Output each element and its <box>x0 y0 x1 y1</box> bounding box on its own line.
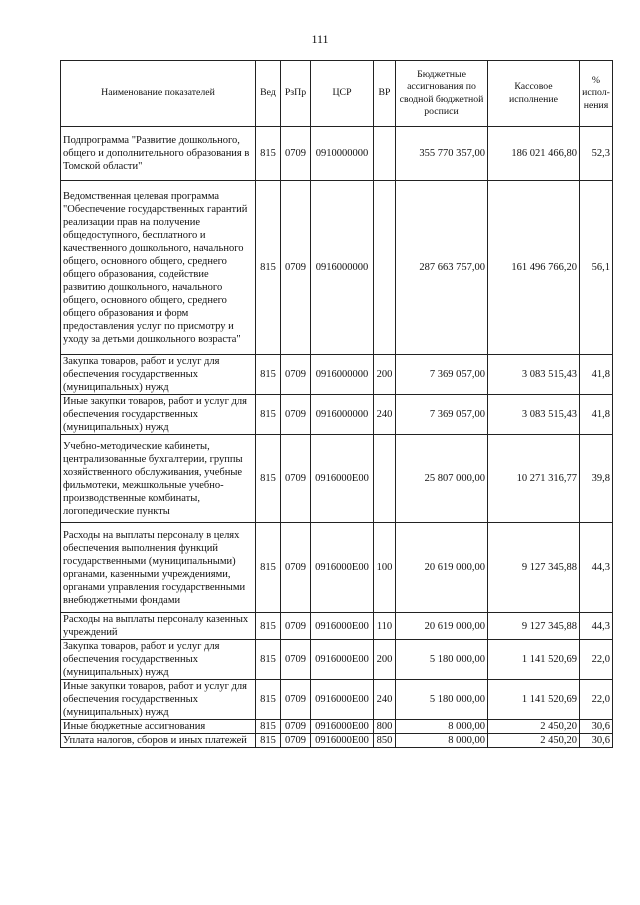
row-percent: 52,3 <box>580 127 613 181</box>
row-ved: 815 <box>256 613 281 640</box>
table-row <box>61 613 613 640</box>
row-assignments: 8 000,00 <box>396 720 488 734</box>
row-cash-execution: 161 496 766,20 <box>488 181 580 355</box>
row-rzpr: 0709 <box>281 680 311 720</box>
row-name: Уплата налогов, сборов и иных платежей <box>61 734 256 748</box>
row-ved: 815 <box>256 435 281 523</box>
row-assignments: 5 180 000,00 <box>396 680 488 720</box>
row-name: Иные бюджетные ассигнования <box>61 720 256 734</box>
row-csr: 0916000000 <box>311 395 374 435</box>
header-rzpr: РзПр <box>281 61 311 127</box>
row-name: Иные закупки товаров, работ и услуг для обеспечения государственных (муниципальных) нужд <box>61 680 256 720</box>
row-csr: 0910000000 <box>311 127 374 181</box>
table-header-row <box>61 61 613 127</box>
row-csr: 0916000E00 <box>311 613 374 640</box>
table-row <box>61 395 613 435</box>
row-assignments: 7 369 057,00 <box>396 395 488 435</box>
row-name: Закупка товаров, работ и услуг для обеспечения государственных (муниципальных) нужд <box>61 355 256 395</box>
row-csr: 0916000000 <box>311 181 374 355</box>
row-vr: 200 <box>374 355 396 395</box>
row-percent: 41,8 <box>580 355 613 395</box>
header-csr: ЦСР <box>311 61 374 127</box>
row-vr: 200 <box>374 640 396 680</box>
row-percent: 30,6 <box>580 734 613 748</box>
row-ved: 815 <box>256 523 281 613</box>
row-cash-execution: 2 450,20 <box>488 720 580 734</box>
row-cash-execution: 3 083 515,43 <box>488 395 580 435</box>
row-rzpr: 0709 <box>281 720 311 734</box>
row-csr: 0916000E00 <box>311 680 374 720</box>
row-cash-execution: 1 141 520,69 <box>488 640 580 680</box>
header-cash-execution: Кассовое исполнение <box>488 61 580 127</box>
row-name: Учебно-методические кабинеты, централизованные бухгалтерии, группы хозяйственного обслуживания, учебные фильмотеки, межшкольные учебно-производственные комбинаты, логопедические пункты <box>61 435 256 523</box>
budget-table <box>60 60 613 748</box>
table-row <box>61 680 613 720</box>
row-percent: 44,3 <box>580 613 613 640</box>
row-assignments: 287 663 757,00 <box>396 181 488 355</box>
row-csr: 0916000E00 <box>311 435 374 523</box>
row-percent: 22,0 <box>580 640 613 680</box>
row-ved: 815 <box>256 680 281 720</box>
row-vr <box>374 181 396 355</box>
row-name: Закупка товаров, работ и услуг для обеспечения государственных (муниципальных) нужд <box>61 640 256 680</box>
row-assignments: 5 180 000,00 <box>396 640 488 680</box>
row-assignments: 20 619 000,00 <box>396 613 488 640</box>
table-row <box>61 720 613 734</box>
table-row <box>61 181 613 355</box>
table-row <box>61 355 613 395</box>
row-percent: 39,8 <box>580 435 613 523</box>
row-percent: 22,0 <box>580 680 613 720</box>
row-rzpr: 0709 <box>281 734 311 748</box>
row-csr: 0916000E00 <box>311 640 374 680</box>
row-ved: 815 <box>256 720 281 734</box>
row-ved: 815 <box>256 734 281 748</box>
row-ved: 815 <box>256 181 281 355</box>
table-row <box>61 734 613 748</box>
row-assignments: 25 807 000,00 <box>396 435 488 523</box>
row-assignments: 355 770 357,00 <box>396 127 488 181</box>
row-cash-execution: 2 450,20 <box>488 734 580 748</box>
header-vr: ВР <box>374 61 396 127</box>
row-rzpr: 0709 <box>281 127 311 181</box>
page-number: 111 <box>311 32 329 46</box>
row-name: Иные закупки товаров, работ и услуг для обеспечения государственных (муниципальных) нужд <box>61 395 256 435</box>
header-ved: Вед <box>256 61 281 127</box>
row-rzpr: 0709 <box>281 435 311 523</box>
row-vr: 240 <box>374 680 396 720</box>
table-row <box>61 523 613 613</box>
header-assignments: Бюджетные ассигнования по сводной бюджетной росписи <box>396 61 488 127</box>
header-percent: % испол-нения <box>580 61 613 127</box>
row-vr: 110 <box>374 613 396 640</box>
row-vr: 240 <box>374 395 396 435</box>
row-ved: 815 <box>256 355 281 395</box>
header-name: Наименование показателей <box>61 61 256 127</box>
row-percent: 56,1 <box>580 181 613 355</box>
row-rzpr: 0709 <box>281 640 311 680</box>
row-name: Ведомственная целевая программа "Обеспечение государственных гарантий реализации прав на получение общедоступного, бесплатного и качественного дошкольного, начального общего, основного общего, среднего общего образования, содействие развитию дошкольного, начального общего, основного общего, среднего общего образования и форм предоставления услуг по присмотру и уходу за детьми дошкольного возраста" <box>61 181 256 355</box>
row-vr: 850 <box>374 734 396 748</box>
row-csr: 0916000000 <box>311 355 374 395</box>
row-cash-execution: 3 083 515,43 <box>488 355 580 395</box>
row-percent: 30,6 <box>580 720 613 734</box>
row-cash-execution: 9 127 345,88 <box>488 523 580 613</box>
table-row <box>61 435 613 523</box>
row-cash-execution: 9 127 345,88 <box>488 613 580 640</box>
row-percent: 44,3 <box>580 523 613 613</box>
table-row <box>61 640 613 680</box>
row-vr <box>374 127 396 181</box>
row-csr: 0916000E00 <box>311 720 374 734</box>
row-csr: 0916000E00 <box>311 734 374 748</box>
row-name: Расходы на выплаты персоналу казенных учреждений <box>61 613 256 640</box>
row-assignments: 20 619 000,00 <box>396 523 488 613</box>
row-ved: 815 <box>256 395 281 435</box>
row-rzpr: 0709 <box>281 181 311 355</box>
row-name: Расходы на выплаты персоналу в целях обеспечения выполнения функций государственными (муниципальными) органами, казенными учреждениями, органами управления государственными внебюджетными фондами <box>61 523 256 613</box>
row-rzpr: 0709 <box>281 613 311 640</box>
row-rzpr: 0709 <box>281 395 311 435</box>
row-percent: 41,8 <box>580 395 613 435</box>
row-csr: 0916000E00 <box>311 523 374 613</box>
table-row <box>61 127 613 181</box>
row-rzpr: 0709 <box>281 355 311 395</box>
row-cash-execution: 10 271 316,77 <box>488 435 580 523</box>
row-rzpr: 0709 <box>281 523 311 613</box>
row-assignments: 7 369 057,00 <box>396 355 488 395</box>
row-ved: 815 <box>256 640 281 680</box>
row-assignments: 8 000,00 <box>396 734 488 748</box>
row-vr: 800 <box>374 720 396 734</box>
row-vr <box>374 435 396 523</box>
row-vr: 100 <box>374 523 396 613</box>
row-cash-execution: 1 141 520,69 <box>488 680 580 720</box>
row-ved: 815 <box>256 127 281 181</box>
row-name: Подпрограмма "Развитие дошкольного, общего и дополнительного образования в Томской области" <box>61 127 256 181</box>
row-cash-execution: 186 021 466,80 <box>488 127 580 181</box>
